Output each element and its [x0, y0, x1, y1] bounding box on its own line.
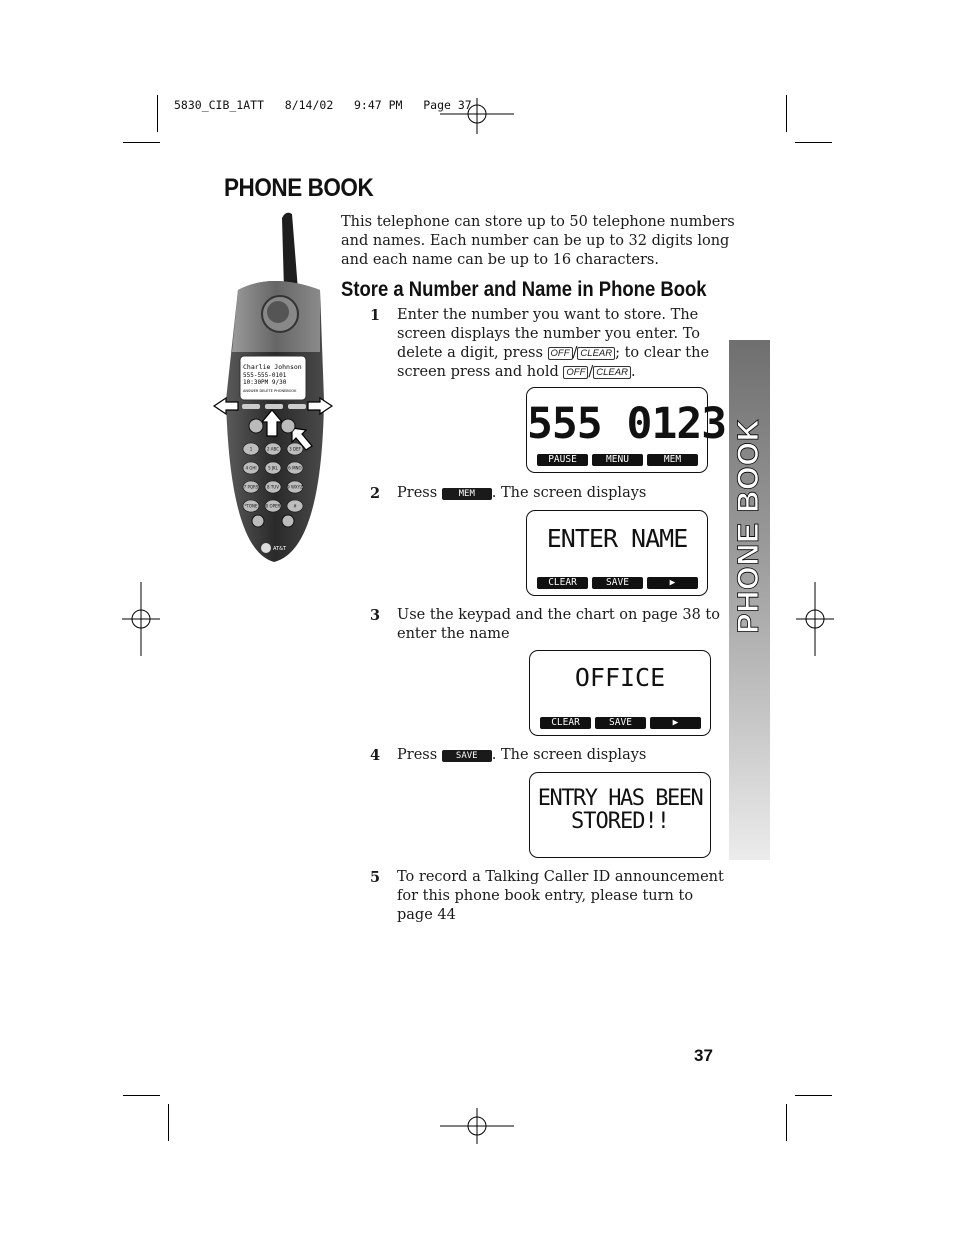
step-line: enter the name: [397, 626, 510, 642]
step-number: 1: [370, 307, 381, 324]
step-line: screen displays the number you enter. To: [397, 326, 700, 342]
step-5-text: [397, 868, 724, 925]
step-2-text: [397, 484, 646, 503]
save-key: SAVE: [442, 750, 492, 762]
step-text: Press: [397, 485, 438, 501]
crop-mark: [157, 95, 158, 132]
step-line: page 44: [397, 907, 456, 923]
lcd-enter-name-screen: [526, 510, 708, 596]
step-number: 2: [370, 485, 381, 502]
step-number: 4: [370, 747, 381, 764]
off-key: OFF: [563, 366, 588, 379]
clear-key: CLEAR: [593, 366, 631, 379]
softkey-pause: PAUSE: [537, 454, 588, 466]
lcd-stored-line-2: STORED!!: [571, 809, 669, 834]
lcd-stored-line-1: ENTRY HAS BEEN: [537, 786, 703, 811]
step-3-text: [397, 606, 720, 644]
registration-mark-bottom: [440, 1108, 514, 1144]
step-line: for this phone book entry, please turn to: [397, 888, 694, 904]
softkey-clear: CLEAR: [540, 717, 591, 729]
step-4-text: [397, 746, 646, 765]
intro-line: and names. Each number can be up to 32 digits long: [341, 233, 730, 249]
crop-mark: [123, 1095, 160, 1096]
page-title: PHONE BOOK: [224, 174, 374, 202]
crop-mark: [123, 142, 160, 143]
lcd-softkeys: [540, 717, 701, 729]
chapter-tab: [729, 340, 770, 860]
handset-key-label: 7 PQRS: [243, 484, 259, 490]
mem-key: MEM: [442, 488, 492, 500]
step-text: .: [630, 364, 636, 380]
crop-mark: [786, 1104, 787, 1141]
handset-key-label: #: [293, 503, 297, 509]
handset-lcd-line-1: Charlie Johnson: [243, 363, 302, 371]
handset-key-label: 0 OPER: [265, 503, 281, 509]
registration-mark-left: [122, 582, 160, 656]
intro-line: and each name can be up to 16 characters.: [341, 252, 659, 268]
chapter-tab-label: PHONE BOOK: [732, 418, 765, 634]
step-text: ; to clear the: [615, 345, 710, 361]
handset-key-label: 3 DEF: [289, 446, 301, 452]
lcd-number-screen: [526, 387, 727, 473]
handset-key-label: 5 JKL: [268, 465, 278, 471]
lcd-stored-screen: [529, 772, 711, 858]
off-key: OFF: [548, 347, 573, 360]
lcd-softkeys: [537, 577, 698, 589]
lcd-office-text: OFFICE: [574, 663, 666, 692]
handset-brand-logo: AT&T: [273, 546, 287, 552]
handset-lcd-line-2: 555-555-0101: [243, 372, 287, 379]
step-text: Press: [397, 747, 438, 763]
step-text: . The screen displays: [491, 747, 647, 763]
print-header: 5830_CIB_1ATT 8/14/02 9:47 PM Page 37: [174, 98, 472, 112]
step-line: Enter the number you want to store. The: [397, 307, 699, 323]
step-line: delete a digit, press OFF / CLEAR ; to clear the: [397, 345, 710, 361]
softkey-arrow-icon: ▶: [650, 717, 701, 729]
crop-mark: [795, 142, 832, 143]
step-1-text: [397, 306, 709, 382]
step-text: . The screen displays: [491, 485, 647, 501]
softkey-arrow-icon: ▶: [647, 577, 698, 589]
crop-mark: [795, 1095, 832, 1096]
step-line: screen press and hold OFF / CLEAR .: [397, 364, 636, 380]
crop-mark: [168, 1104, 169, 1141]
lcd-number-text: 555 0123: [527, 399, 727, 449]
softkey-menu: MENU: [592, 454, 643, 466]
handset-key-label: 1: [249, 446, 253, 452]
handset-key-label: 6 MNO: [288, 465, 302, 471]
handset-lcd-line-3: 10:30PM 9/30: [243, 379, 287, 386]
step-text: screen press and hold: [397, 364, 559, 380]
lcd-enter-name-text: ENTER NAME: [546, 524, 688, 553]
step-text: delete a digit, press: [397, 345, 543, 361]
step-line: Use the keypad and the chart on page 38 to: [397, 607, 720, 623]
softkey-save: SAVE: [595, 717, 646, 729]
softkey-save: SAVE: [592, 577, 643, 589]
registration-mark-right: [796, 582, 834, 656]
intro-line: This telephone can store up to 50 telephone numbers: [341, 214, 735, 230]
step-line: To record a Talking Caller ID announcement: [397, 869, 724, 885]
handset-lcd-line-4: ANSWER DELETE PHONEBOOK: [243, 389, 297, 393]
cordless-handset-illustration: [212, 210, 334, 572]
crop-mark: [786, 95, 787, 132]
intro-paragraph: [341, 213, 735, 270]
softkey-mem: MEM: [647, 454, 698, 466]
lcd-office-screen: [529, 650, 711, 736]
softkey-clear: CLEAR: [537, 577, 588, 589]
clear-key: CLEAR: [577, 347, 615, 360]
lcd-softkeys: [537, 454, 698, 466]
step-number: 3: [370, 607, 381, 624]
handset-key-label: *TONE: [244, 503, 258, 509]
section-title: Store a Number and Name in Phone Book: [341, 278, 707, 301]
handset-key-label: 8 TUV: [267, 484, 279, 490]
page-number: 37: [694, 1046, 713, 1065]
step-number: 5: [370, 869, 381, 886]
handset-key-label: 9 WXYZ: [287, 484, 303, 490]
handset-key-label: 4 GHI: [245, 465, 257, 471]
handset-key-label: 2 ABC: [266, 446, 280, 452]
